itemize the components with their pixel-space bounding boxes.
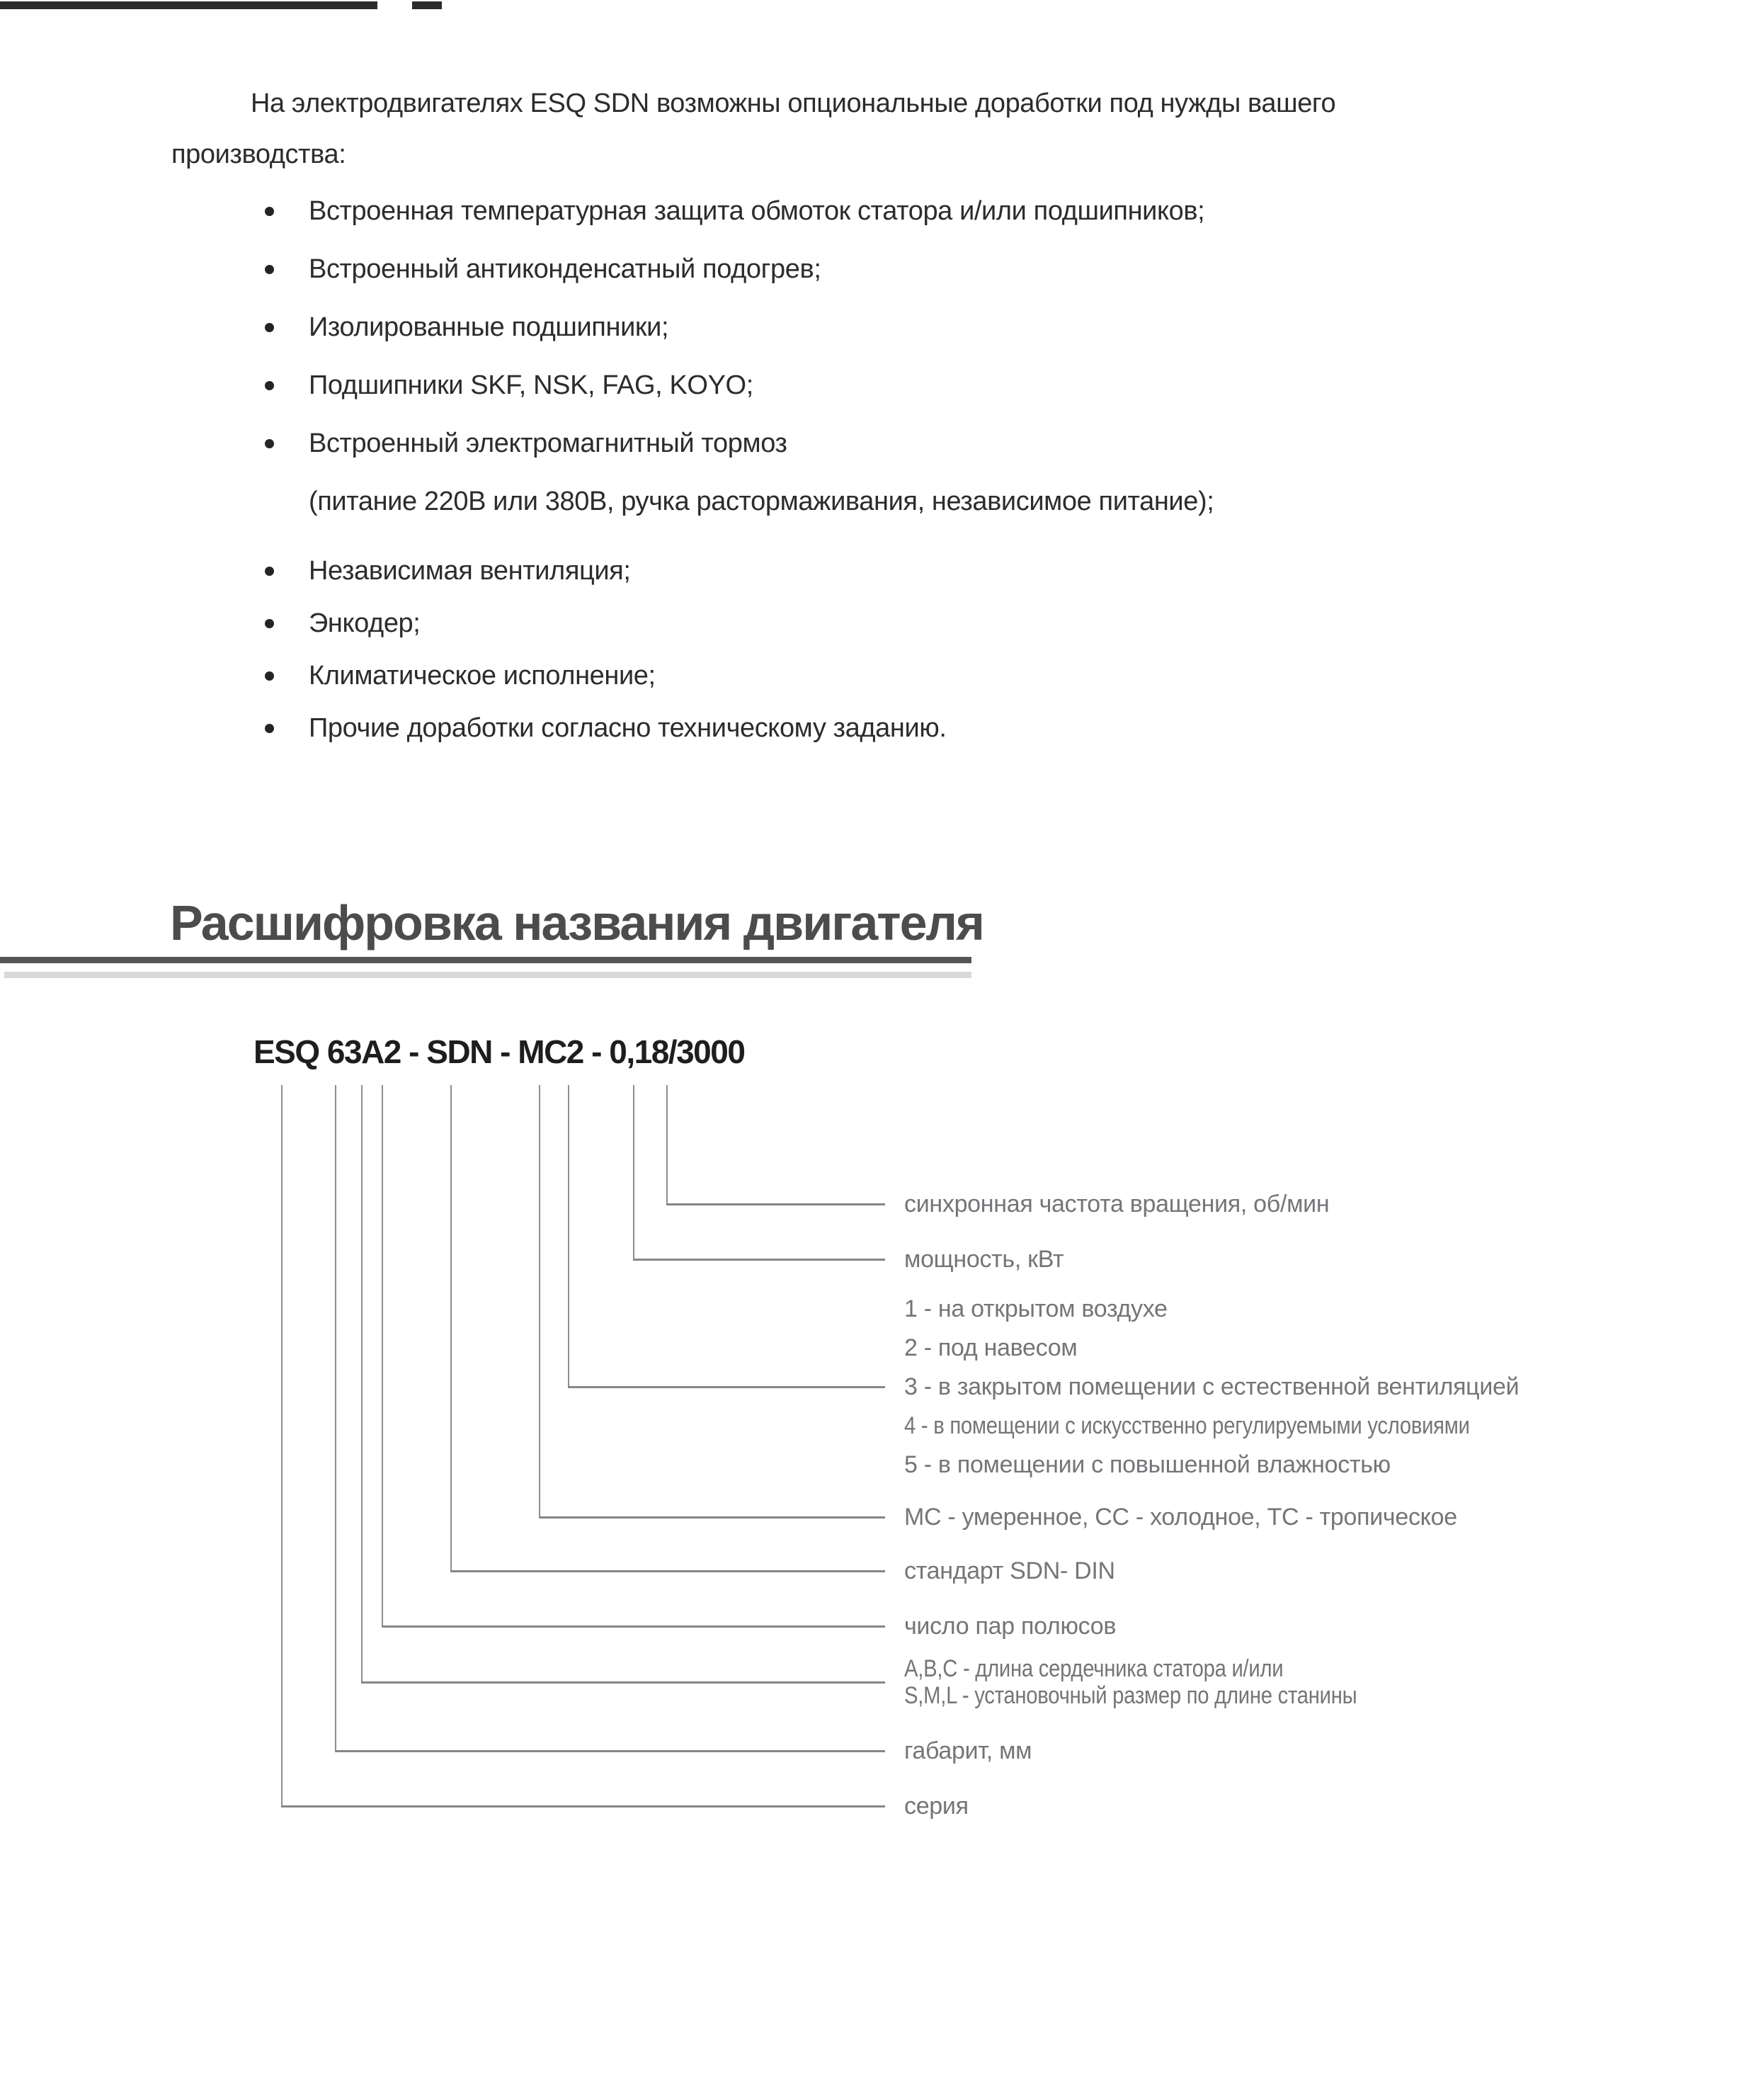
- connector-core-length: [361, 1681, 885, 1684]
- connector-climate: [539, 1516, 885, 1519]
- code-stem-core-length: [361, 1085, 363, 1682]
- list-item: [263, 555, 631, 587]
- code-stem-speed: [666, 1085, 668, 1204]
- code-stem-frame-size: [335, 1085, 336, 1751]
- code-label-speed: синхронная частота вращения, об/мин: [904, 1191, 1330, 1218]
- option-text: Прочие доработки согласно техническому заданию.: [309, 713, 947, 743]
- option-text: Встроенный антиконденсатный подогрев;: [309, 254, 821, 284]
- bullet-icon: [265, 323, 274, 332]
- bullet-icon: [265, 265, 274, 274]
- list-item: [263, 253, 821, 285]
- bullet-icon: [265, 724, 274, 733]
- title-rule-dark: [0, 957, 971, 963]
- code-label-climate: МС - умеренное, СС - холодное, ТС - тропическое: [904, 1504, 1457, 1531]
- code-label-core-length-abc: A,B,C - длина сердечника статора и/или: [904, 1655, 1284, 1682]
- option-text: Встроенная температурная защита обмоток статора и/или подшипников;: [309, 196, 1205, 226]
- connector-speed: [666, 1203, 885, 1205]
- code-stem-pole-pairs: [382, 1085, 383, 1626]
- bullet-icon: [265, 439, 274, 448]
- option-text: Энкодер;: [309, 608, 421, 638]
- code-label-core-length-sml: S,M,L - установочный размер по длине станины: [904, 1682, 1357, 1709]
- connector-frame-size: [335, 1750, 885, 1752]
- connector-placement: [568, 1386, 885, 1388]
- title-rule-light: [4, 972, 971, 978]
- list-item: [263, 659, 656, 692]
- code-label-placement-2: 2 - под навесом: [904, 1334, 1078, 1361]
- option-text: Климатическое исполнение;: [309, 661, 656, 691]
- intro-paragraph: [171, 78, 1410, 180]
- bullet-icon: [265, 619, 274, 628]
- code-label-placement-3: 3 - в закрытом помещении с естественной вентиляцией: [904, 1373, 1520, 1400]
- code-stem-power: [633, 1085, 634, 1259]
- code-label-pole-pairs: число пар полюсов: [904, 1613, 1117, 1640]
- option-text: Независимая вентиляция;: [309, 556, 631, 586]
- code-label-frame-size: габарит, мм: [904, 1737, 1032, 1764]
- option-text: Подшипники SKF, NSK, FAG, KOYO;: [309, 370, 753, 400]
- connector-standard: [450, 1570, 885, 1572]
- list-item: [263, 607, 420, 640]
- list-item: [263, 195, 1204, 227]
- option-text-continuation: (питание 220В или 380В, ручка растормаживания, независимое питание);: [309, 487, 1214, 516]
- intro-line-2: под нужды вашего производства:: [171, 89, 1336, 169]
- bullet-icon: [265, 207, 274, 216]
- code-label-standard: стандарт SDN- DIN: [904, 1557, 1115, 1584]
- code-label-placement-5: 5 - в помещении с повышенной влажностью: [904, 1451, 1391, 1478]
- header-bar: [0, 1, 377, 9]
- bullet-icon: [265, 671, 274, 681]
- code-stem-standard: [450, 1085, 452, 1571]
- section-title: Расшифровка названия двигателя: [170, 895, 984, 950]
- code-label-power: мощность, кВт: [904, 1246, 1064, 1273]
- code-stem-climate: [539, 1085, 540, 1517]
- list-item: [263, 427, 1214, 518]
- header-bar-segment: [412, 1, 442, 9]
- connector-series: [281, 1805, 885, 1807]
- intro-line-1: На электродвигателях ESQ SDN возможны опциональные доработки: [251, 89, 1102, 118]
- code-label-series: серия: [904, 1793, 969, 1820]
- connector-pole-pairs: [382, 1625, 885, 1628]
- option-text: Изолированные подшипники;: [309, 312, 669, 342]
- motor-code: ESQ 63A2 - SDN - MC2 - 0,18/3000: [253, 1033, 745, 1070]
- option-text: Встроенный электромагнитный тормоз: [309, 428, 787, 458]
- list-item: [263, 712, 947, 744]
- code-stem-series: [281, 1085, 283, 1806]
- code-stem-placement: [568, 1085, 569, 1387]
- bullet-icon: [265, 567, 274, 576]
- bullet-icon: [265, 381, 274, 390]
- connector-power: [633, 1259, 885, 1261]
- code-label-placement-1: 1 - на открытом воздухе: [904, 1295, 1168, 1322]
- code-label-placement-4: 4 - в помещении с искусственно регулируемыми условиями: [904, 1412, 1470, 1439]
- list-item: [263, 369, 753, 402]
- list-item: [263, 311, 668, 344]
